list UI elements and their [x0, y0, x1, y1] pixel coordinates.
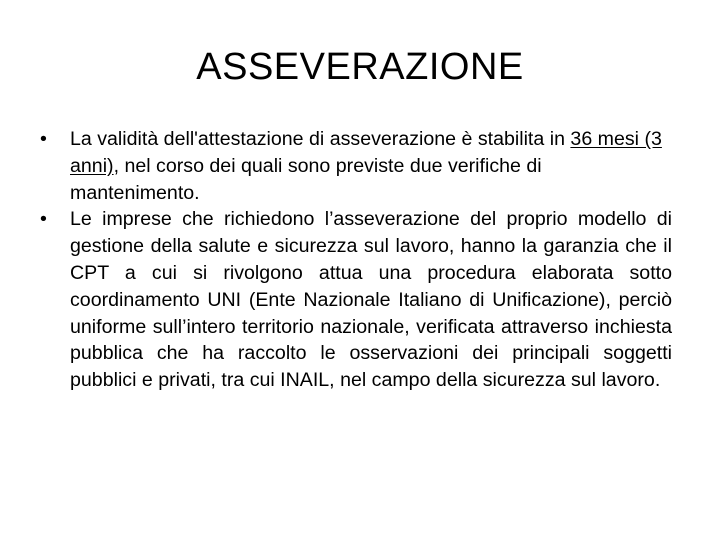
- validity-text-start: La validità dell'attestazione di asseverazione è stabilita in: [70, 128, 571, 150]
- bullet-item-guarantee: [40, 206, 672, 394]
- bullet-text-validity: [70, 126, 672, 206]
- bullet-text-guarantee: Le imprese che richiedono l’asseverazione del proprio modello di gestione della salute e sicurezza sul lavoro, hanno la garanzia che il CPT a cui si rivolgono attua una procedura elaborata sotto coordinamento UNI (Ente Nazionale Italiano di Unificazione), perciò uniforme sull’intero territorio nazionale, verificata attraverso inchiesta pubblica che ha raccolto le osservazioni dei principali soggetti pubblici e privati, tra cui INAIL, nel campo della sicurezza sul lavoro.: [70, 208, 672, 392]
- bullet-list: [40, 126, 672, 394]
- slide-title: ASSEVERAZIONE: [196, 46, 524, 88]
- bullet-icon: •: [40, 128, 47, 150]
- bullet-icon: •: [40, 208, 47, 231]
- validity-duration-highlight: 36 mesi (3 anni): [70, 128, 662, 177]
- bullet-item-validity: [40, 126, 672, 206]
- validity-text-end: , nel corso dei quali sono previste due verifiche di mantenimento.: [70, 154, 542, 204]
